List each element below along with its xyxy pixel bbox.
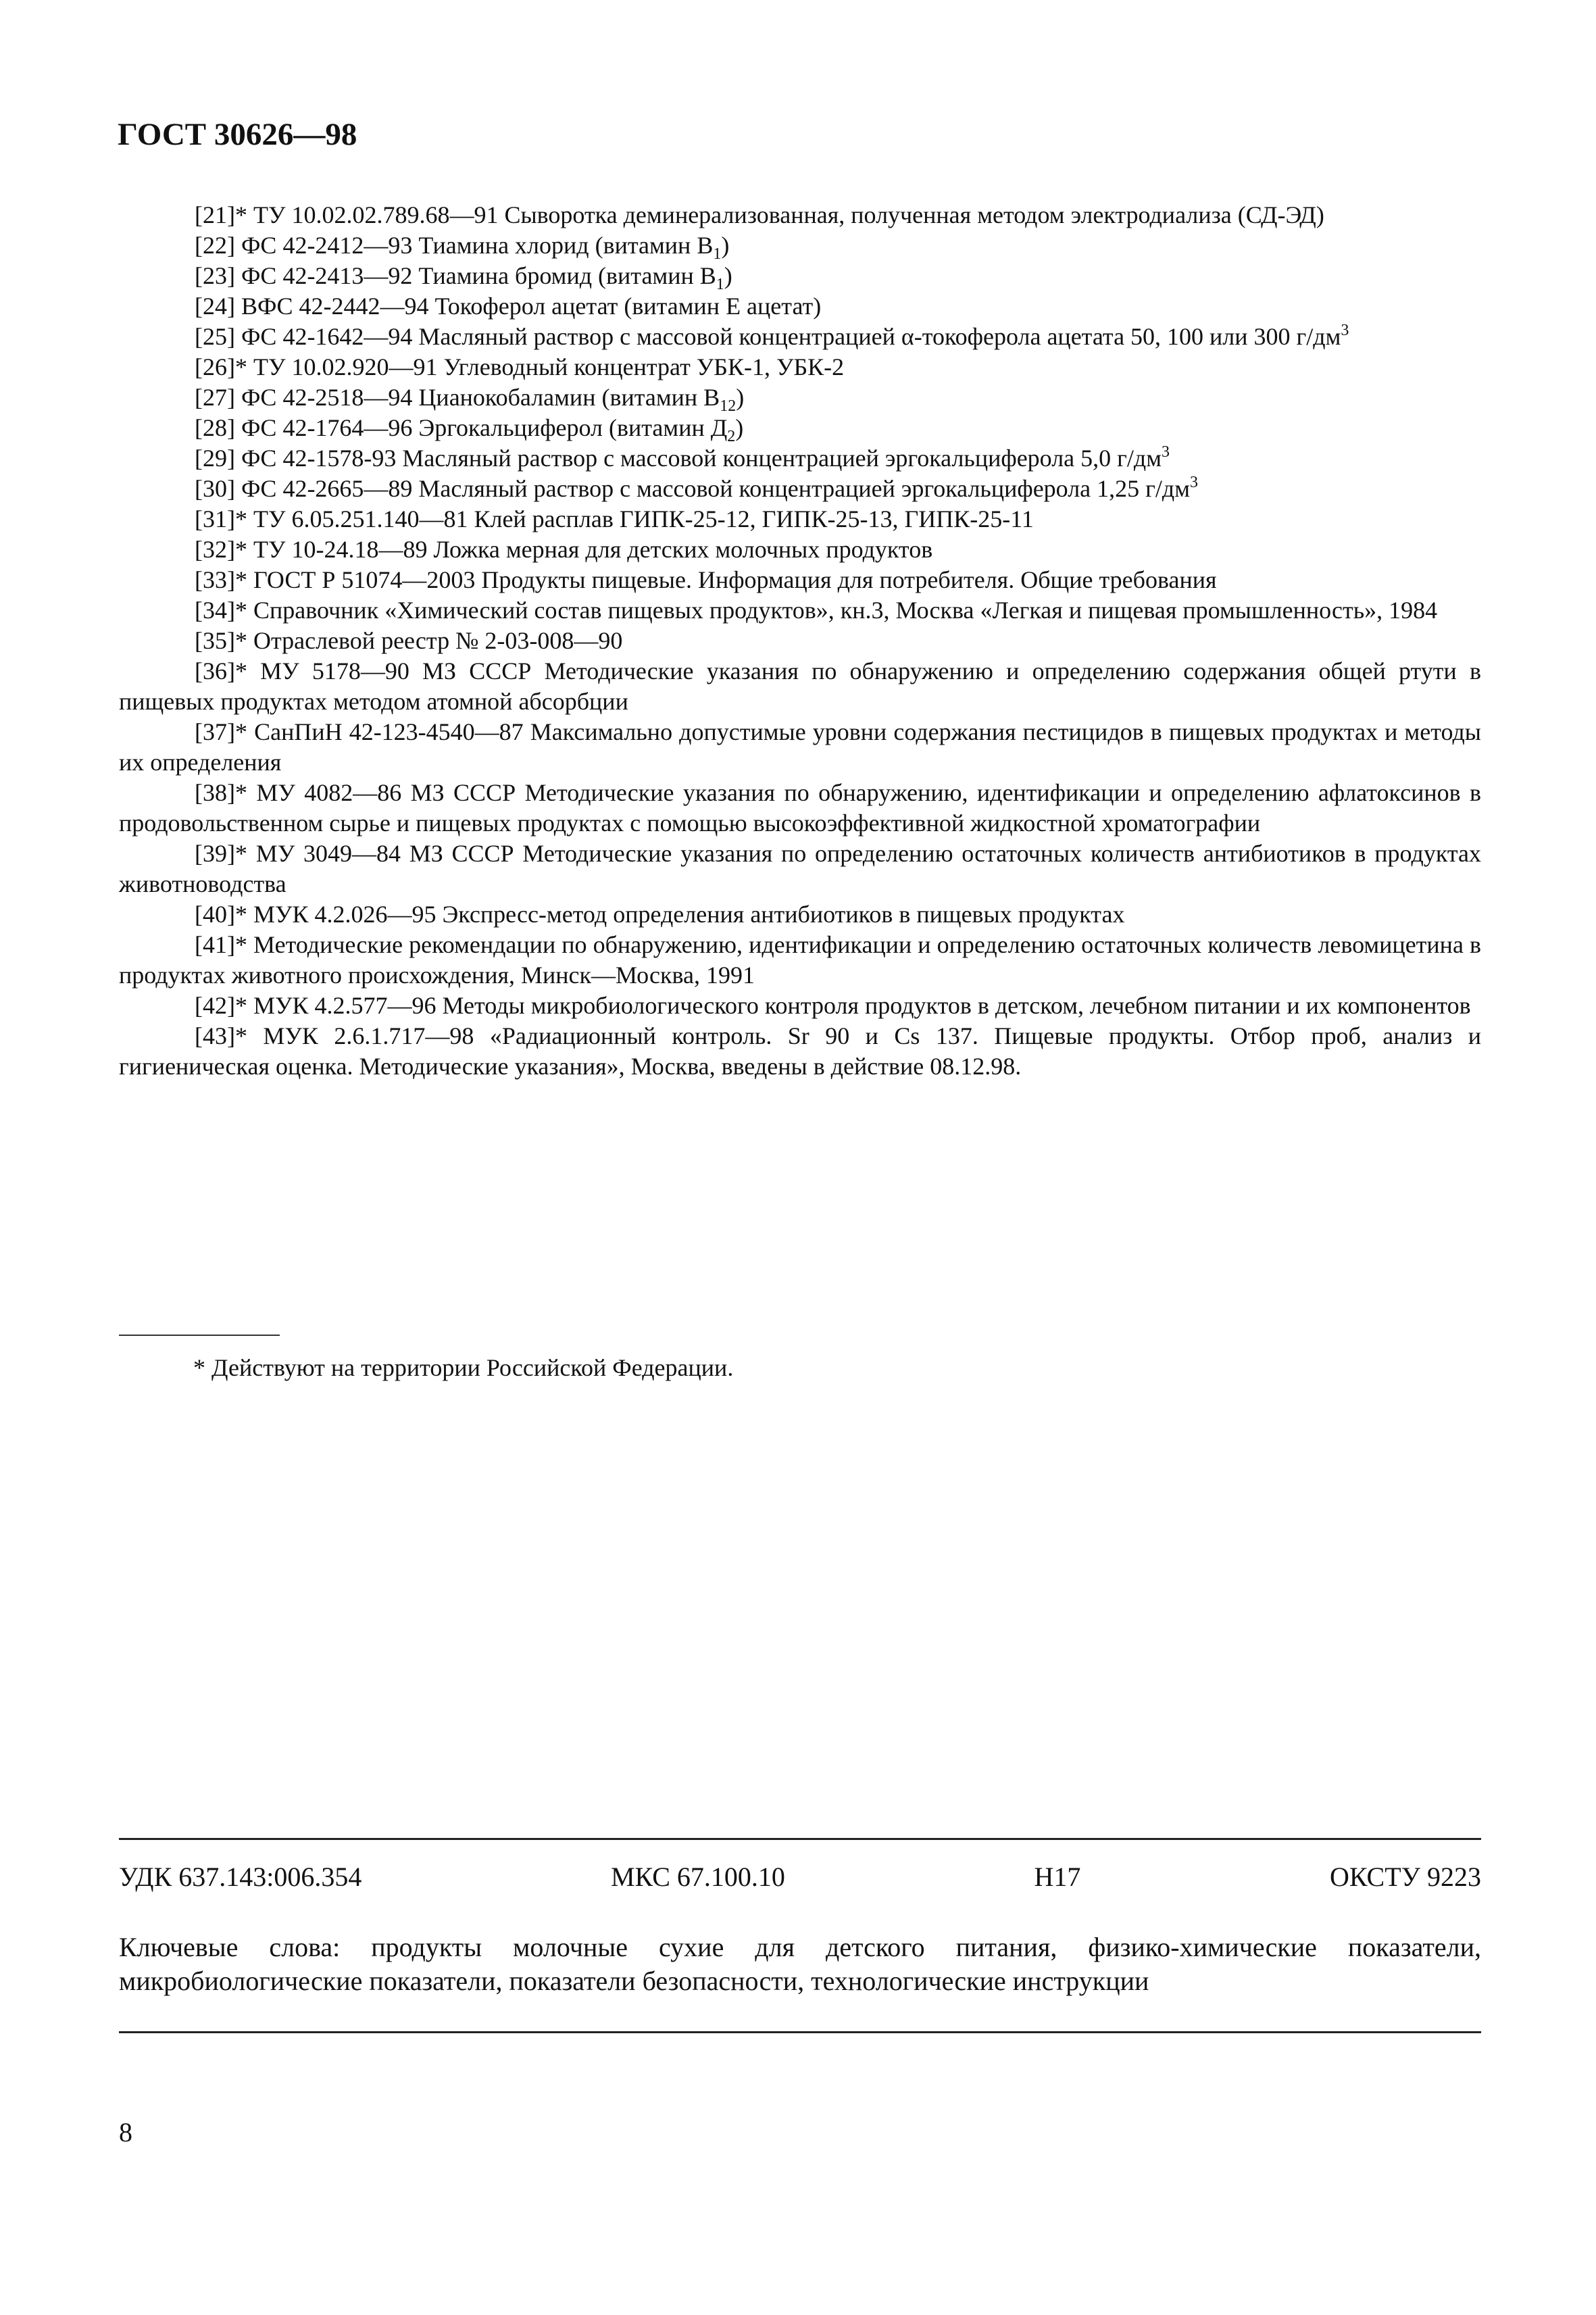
reference-item — [119, 230, 1481, 261]
codes-top-rule — [119, 1838, 1481, 1840]
reference-number: [30] — [195, 475, 235, 502]
reference-text-tail: ) — [735, 414, 744, 441]
reference-text: ТУ 6.05.251.140—81 Клей расплав ГИПК-25-12, ГИПК-25-13, ГИПК-25-11 — [247, 505, 1034, 532]
reference-number: [23] — [195, 262, 235, 289]
reference-number: [34]* — [195, 597, 247, 624]
reference-text: ФС 42-2665—89 Масляный раствор с массовой концентрацией эргокальциферола 1,25 г/дм — [234, 475, 1191, 502]
reference-number: [32]* — [195, 536, 247, 563]
reference-item — [119, 291, 1481, 322]
reference-number: [40]* — [195, 901, 247, 928]
reference-number: [28] — [195, 414, 235, 441]
reference-text-tail: ) — [724, 262, 732, 289]
reference-item — [119, 1021, 1481, 1082]
reference-subscript: 2 — [727, 428, 736, 445]
reference-text: ФС 42-1642—94 Масляный раствор с массовой концентрацией α-токоферола ацетата 50, 100 или 300 г/дм — [234, 323, 1341, 350]
udk-code: УДК 637.143:006.354 — [119, 1862, 362, 1892]
reference-number: [31]* — [195, 505, 247, 532]
reference-item — [119, 626, 1481, 656]
reference-number: [37]* — [195, 718, 247, 745]
reference-text: МУК 4.2.577—96 Методы микробиологического контроля продуктов в детском, лечебном питании и их компонентов — [247, 992, 1471, 1019]
reference-number: [42]* — [195, 992, 247, 1019]
reference-text: МУ 5178—90 МЗ СССР Методические указания по обнаружению и определению содержания общей ртути в пищевых продуктах методом атомной абсорбции — [119, 657, 1481, 715]
reference-item — [119, 382, 1481, 413]
footnote: * Действуют на территории Российской Федерации. — [193, 1354, 734, 1381]
reference-number: [35]* — [195, 627, 247, 654]
page-header-standard-number: ГОСТ 30626—98 — [118, 117, 357, 152]
reference-number: [38]* — [195, 779, 247, 806]
reference-text: ТУ 10.02.920—91 Углеводный концентрат УБК-1, УБК-2 — [247, 353, 845, 380]
bibliography-list — [119, 200, 1481, 1082]
reference-number: [39]* — [195, 840, 247, 867]
reference-item — [119, 595, 1481, 626]
reference-text: Справочник «Химический состав пищевых продуктов», кн.3, Москва «Легкая и пищевая промышленность», 1984 — [247, 597, 1438, 624]
group-code: Н17 — [1034, 1862, 1081, 1892]
reference-item — [119, 261, 1481, 291]
reference-number: [25] — [195, 323, 235, 350]
reference-item — [119, 656, 1481, 717]
reference-text: ФС 42-2518—94 Цианокобаламин (витамин B — [234, 384, 720, 411]
reference-text: МУ 4082—86 МЗ СССР Методические указания по обнаружению, идентификации и определению афлатоксинов в продовольственном сырье и пищевых продуктах с помощью высокоэффективной жидкостной хроматографии — [119, 779, 1481, 837]
reference-number: [21]* — [195, 201, 247, 228]
reference-item — [119, 534, 1481, 565]
reference-superscript: 3 — [1190, 474, 1199, 491]
reference-item — [119, 352, 1481, 382]
reference-item — [119, 778, 1481, 839]
reference-subscript: 12 — [720, 397, 737, 415]
reference-item — [119, 322, 1481, 352]
reference-text-tail: ) — [736, 384, 745, 411]
okstu-code: ОКСТУ 9223 — [1329, 1862, 1481, 1892]
keywords: Ключевые слова: продукты молочные сухие для детского питания, физико-химические показатели, микробиологические показатели, показатели безопасности, технологические инструкции — [119, 1932, 1481, 1996]
reference-item — [119, 899, 1481, 930]
reference-text: СанПиН 42-123-4540—87 Максимально допустимые уровни содержания пестицидов в пищевых продуктах и методы их определения — [119, 718, 1481, 776]
reference-item — [119, 413, 1481, 443]
reference-superscript: 3 — [1162, 443, 1170, 461]
reference-text: МУК 4.2.026—95 Экспресс-метод определения антибиотиков в пищевых продуктах — [247, 901, 1125, 928]
reference-item — [119, 504, 1481, 534]
reference-number: [43]* — [195, 1022, 247, 1049]
reference-text: ТУ 10.02.02.789.68—91 Сыворотка деминерализованная, полученная методом электродиализа (СД-ЭД) — [247, 201, 1324, 228]
reference-number: [33]* — [195, 566, 247, 593]
reference-subscript: 1 — [713, 245, 722, 263]
reference-item — [119, 565, 1481, 595]
reference-item — [119, 443, 1481, 474]
reference-item — [119, 200, 1481, 230]
reference-text: Методические рекомендации по обнаружению, идентификации и определению остаточных количеств левомицетина в продуктах животного происхождения, Минск—Москва, 1991 — [119, 931, 1481, 989]
reference-text: ВФС 42-2442—94 Токоферол ацетат (витамин Е ацетат) — [234, 293, 822, 320]
reference-text: МУК 2.6.1.717—98 «Радиационный контроль. Sr 90 и Cs 137. Пищевые продукты. Отбор проб, анализ и гигиеническая оценка. Методические указания», Москва, введены в действие 08.12.98. — [119, 1022, 1481, 1080]
reference-text: Отраслевой реестр № 2-03-008—90 — [247, 627, 623, 654]
reference-item — [119, 991, 1481, 1021]
reference-superscript: 3 — [1341, 322, 1349, 339]
reference-number: [26]* — [195, 353, 247, 380]
reference-item — [119, 717, 1481, 778]
footnote-separator — [119, 1335, 280, 1336]
mks-code: МКС 67.100.10 — [610, 1862, 785, 1892]
reference-text: ФС 42-1764—96 Эргокальциферол (витамин Д — [234, 414, 728, 441]
reference-number: [27] — [195, 384, 235, 411]
reference-text: ГОСТ Р 51074—2003 Продукты пищевые. Информация для потребителя. Общие требования — [247, 566, 1217, 593]
reference-item — [119, 474, 1481, 504]
reference-item — [119, 839, 1481, 899]
reference-text: ТУ 10-24.18—89 Ложка мерная для детских молочных продуктов — [247, 536, 933, 563]
reference-number: [41]* — [195, 931, 247, 958]
reference-text-tail: ) — [721, 232, 730, 259]
classification-codes — [119, 1860, 1481, 1895]
reference-number: [24] — [195, 293, 235, 320]
reference-number: [36]* — [195, 657, 247, 684]
reference-text: МУ 3049—84 МЗ СССР Методические указания по определению остаточных количеств антибиотиков в продуктах животноводства — [119, 840, 1481, 897]
reference-subscript: 1 — [716, 276, 724, 293]
keywords-bottom-rule — [119, 2031, 1481, 2033]
reference-text: ФС 42-1578-93 Масляный раствор с массовой концентрацией эргокальциферола 5,0 г/дм — [234, 445, 1162, 472]
reference-item — [119, 930, 1481, 991]
page-number: 8 — [119, 2117, 132, 2147]
reference-number: [22] — [195, 232, 235, 259]
reference-text: ФС 42-2413—92 Тиамина бромид (витамин B — [234, 262, 716, 289]
reference-text: ФС 42-2412—93 Тиамина хлорид (витамин B — [234, 232, 714, 259]
reference-number: [29] — [195, 445, 235, 472]
